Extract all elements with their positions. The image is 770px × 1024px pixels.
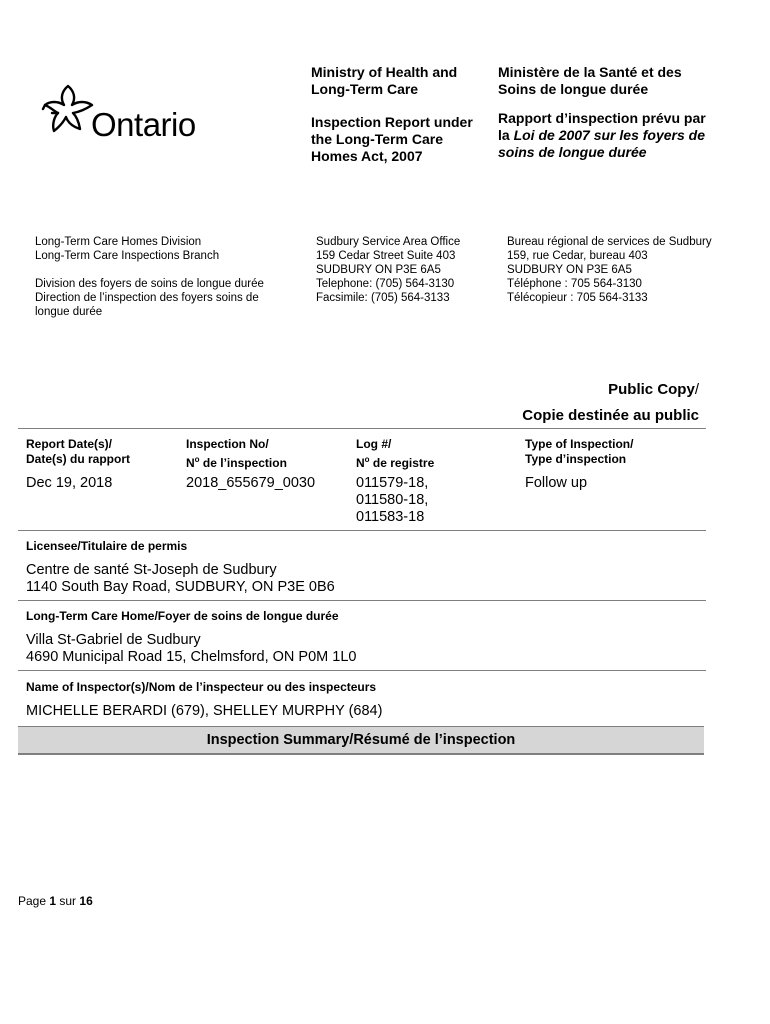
ontario-wordmark: Ontario [91,106,196,143]
home-name: Villa St-Gabriel de Sudbury [26,632,201,648]
log-label-fr [356,452,434,471]
type-label-fr: Type d’inspection [525,452,627,466]
log-value-line: 011579-18, [356,475,429,491]
ministry-en-line: Long-Term Care [311,81,419,97]
ministry-fr-line: Ministère de la Santé et des [498,64,682,80]
report-date-label-fr: Date(s) du rapport [26,452,131,466]
n-letter: N [356,456,365,470]
public-copy-fr: Copie destinée au public [522,407,699,424]
label-rest: de registre [369,456,435,470]
divider [18,428,706,429]
type-label-en: Type of Inspection/ [525,437,634,451]
log-value-line: 011583-18 [356,509,425,525]
divider [18,670,706,671]
public-copy-en [522,377,699,403]
ontario-logo [40,83,200,143]
page-current: 1 [49,894,57,908]
divider [18,530,706,531]
report-title-fr-act: soins de longue durée [498,144,647,160]
report-title-en-line: Homes Act, 2007 [311,148,423,164]
office-en-line: Sudbury Service Area Office [316,236,461,248]
type-label [525,437,633,467]
log-label-en: Log #/ [356,437,392,451]
report-date-label [26,437,130,467]
licensee-address: 1140 South Bay Road, SUDBURY, ON P3E 0B6 [26,579,335,595]
licensee-label: Licensee/Titulaire de permis [26,539,188,553]
inspection-summary-header [18,726,704,755]
report-title-fr-line [498,127,728,144]
report-title-en-line: the Long-Term Care [311,131,443,147]
office-en-block [316,235,496,305]
public-copy-slash: / [694,381,699,398]
inspection-no-label [186,437,287,471]
log-label [356,437,434,471]
report-title-en-line: Inspection Report under [311,114,473,130]
office-en-line: 159 Cedar Street Suite 403 [316,250,456,262]
office-fr-block [507,235,737,305]
licensee-name: Centre de santé St-Joseph de Sudbury [26,562,277,578]
division-en-line: Long-Term Care Inspections Branch [35,250,220,262]
label-rest: de l’inspection [199,456,287,470]
division-fr-line: Division des foyers de soins de longue durée [35,278,264,290]
divider [18,600,706,601]
ministry-en-line: Ministry of Health and [311,64,458,80]
o-superscript: o [364,455,370,464]
header-en [311,64,486,165]
n-letter: N [186,456,195,470]
page-mid: sur [56,894,80,908]
home-address: 4690 Municipal Road 15, Chelmsford, ON P0M 1L0 [26,649,357,665]
page-prefix: Page [18,894,50,908]
public-copy [522,377,699,429]
office-en-line: Facsimile: (705) 564-3133 [316,292,450,304]
o-superscript: o [194,455,200,464]
page-total: 16 [79,894,93,908]
office-en-line: SUDBURY ON P3E 6A5 [316,264,441,276]
division-en-line: Long-Term Care Homes Division [35,236,202,248]
header-fr [498,64,728,161]
division-fr-line: longue durée [35,306,103,318]
inspection-no-label-fr [186,452,287,471]
trillium-icon [40,83,96,139]
report-title-fr-act: Loi de 2007 sur les foyers de [513,127,705,143]
home-label: Long-Term Care Home/Foyer de soins de longue durée [26,609,339,623]
office-fr-line: Télécopieur : 705 564-3133 [507,292,648,304]
inspection-no-value: 2018_655679_0030 [186,475,316,491]
division-block [35,235,295,319]
report-date-label-en: Report Date(s)/ [26,437,113,451]
office-fr-line: Bureau régional de services de Sudbury [507,236,712,248]
log-value [356,475,428,526]
inspection-summary-title: Inspection Summary/Résumé de l’inspection [206,732,516,748]
office-fr-line: SUDBURY ON P3E 6A5 [507,264,632,276]
inspectors-label: Name of Inspector(s)/Nom de l’inspecteur ou des inspecteurs [26,680,377,694]
public-copy-en-text: Public Copy [608,381,695,398]
inspection-no-label-en: Inspection No/ [186,437,269,451]
ministry-fr-line: Soins de longue durée [498,81,649,97]
division-fr-line: Direction de l’inspection des foyers soins de [35,292,259,304]
office-fr-line: 159, rue Cedar, bureau 403 [507,250,648,262]
type-value: Follow up [525,475,588,491]
office-en-line: Telephone: (705) 564-3130 [316,278,455,290]
report-title-fr-prefix: la [498,127,514,143]
page-number [18,894,93,908]
log-value-line: 011580-18, [356,492,429,508]
inspectors-names: MICHELLE BERARDI (679), SHELLEY MURPHY (684) [26,703,383,719]
report-date-value: Dec 19, 2018 [26,475,113,491]
report-title-fr-line: Rapport d’inspection prévu par [498,110,706,126]
office-fr-line: Téléphone : 705 564-3130 [507,278,642,290]
